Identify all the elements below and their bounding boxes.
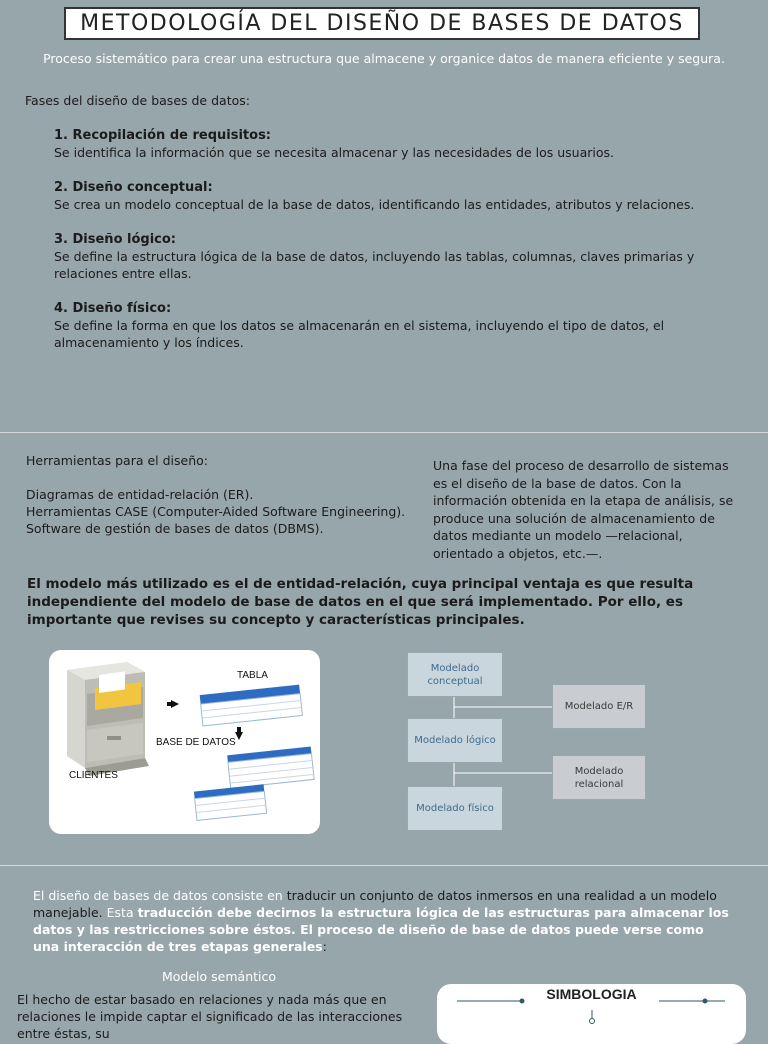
modeling-flow-diagram (406, 652, 651, 832)
flow-node-relacional: Modelado relacional (552, 755, 646, 800)
design-definition-paragraph (33, 887, 733, 955)
text-fragment: traducir un conjunto de datos inmersos en una realidad a un modelo manejable. (33, 888, 717, 920)
clientes-label: CLIENTES (69, 770, 118, 781)
phase-3-title: 3. Diseño lógico: (54, 232, 177, 247)
page-subtitle: Proceso sistemático para crear una estructura que almacene y organice datos de manera eficiente y segura. (43, 51, 725, 66)
base-de-datos-label: BASE DE DATOS (156, 737, 236, 748)
phase-1 (54, 127, 744, 161)
flow-node-er: Modelado E/R (552, 684, 646, 729)
tool-item: Herramientas CASE (Computer-Aided Software Engineering). (26, 504, 406, 519)
phase-4 (54, 300, 744, 351)
relations-paragraph: El hecho de estar basado en relaciones y nada más que en relaciones le impide captar el significado de las interacciones entre éstas, su (17, 992, 403, 1041)
simbologia-card (437, 984, 746, 1044)
semantic-model-label: Modelo semántico (162, 969, 277, 984)
bold-paragraph: El modelo más utilizado es el de entidad-relación, cuya principal ventaja es que resulta independiente del modelo de base de datos en el que será implementado. Por ello, es importante que revises su concepto y características principales. (27, 576, 694, 628)
flow-node-conceptual: Modelado conceptual (407, 652, 503, 697)
flow-node-logico: Modelado lógico (407, 718, 503, 763)
section-divider (0, 432, 768, 433)
text-fragment: Esta (102, 905, 138, 920)
phase-4-title: 4. Diseño físico: (54, 301, 172, 316)
tabla-label: TABLA (237, 670, 268, 681)
text-fragment: : (322, 939, 327, 954)
tools-heading: Herramientas para el diseño: (26, 453, 209, 468)
phase-2 (54, 179, 744, 213)
tool-item: Diagramas de entidad-relación (ER). (26, 487, 254, 502)
tool-item: Software de gestión de bases de datos (DBMS). (26, 521, 324, 536)
text-fragment: El diseño de bases de datos consiste en (33, 888, 287, 903)
phase-3-text: Se define la estructura lógica de la base de datos, incluyendo las tablas, columnas, claves primarias y relaciones entre ellas. (54, 249, 695, 281)
phase-2-title: 2. Diseño conceptual: (54, 180, 213, 195)
phase-3 (54, 231, 744, 282)
flow-node-fisico: Modelado físico (407, 786, 503, 831)
side-paragraph: Una fase del proceso de desarrollo de sistemas es el diseño de la base de datos. Con la información obtenida en la etapa de análisis, se produce una solución de almacenamiento de datos mediante un modelo —relacional, orientado a objetos, etc.—. (433, 458, 734, 561)
phase-1-text: Se identifica la información que se necesita almacenar y las necesidades de los usuarios. (54, 145, 615, 160)
phase-4-text: Se define la forma en que los datos se almacenarán en el sistema, incluyendo el tipo de datos, el almacenamiento y los índices. (54, 318, 665, 350)
section-divider (0, 865, 768, 866)
phases-intro: Fases del diseño de bases de datos: (25, 93, 250, 108)
simbologia-title: SIMBOLOGIA (546, 986, 637, 1002)
phase-2-text: Se crea un modelo conceptual de la base de datos, identificando las entidades, atributos y relaciones. (54, 197, 695, 212)
database-illustration (49, 650, 320, 834)
tools-list (26, 452, 405, 537)
phase-1-title: 1. Recopilación de requisitos: (54, 128, 272, 143)
database-illustration-graphic (49, 650, 320, 834)
page-title: METODOLOGÍA DEL DISEÑO DE BASES DE DATOS (64, 7, 700, 40)
text-fragment: traducción debe decirnos la estructura lógica de las estructuras para almacenar los datos y las restricciones sobre éstos. El proceso de diseño de base de datos puede verse como una interacción de tres etapas generales (33, 905, 729, 954)
